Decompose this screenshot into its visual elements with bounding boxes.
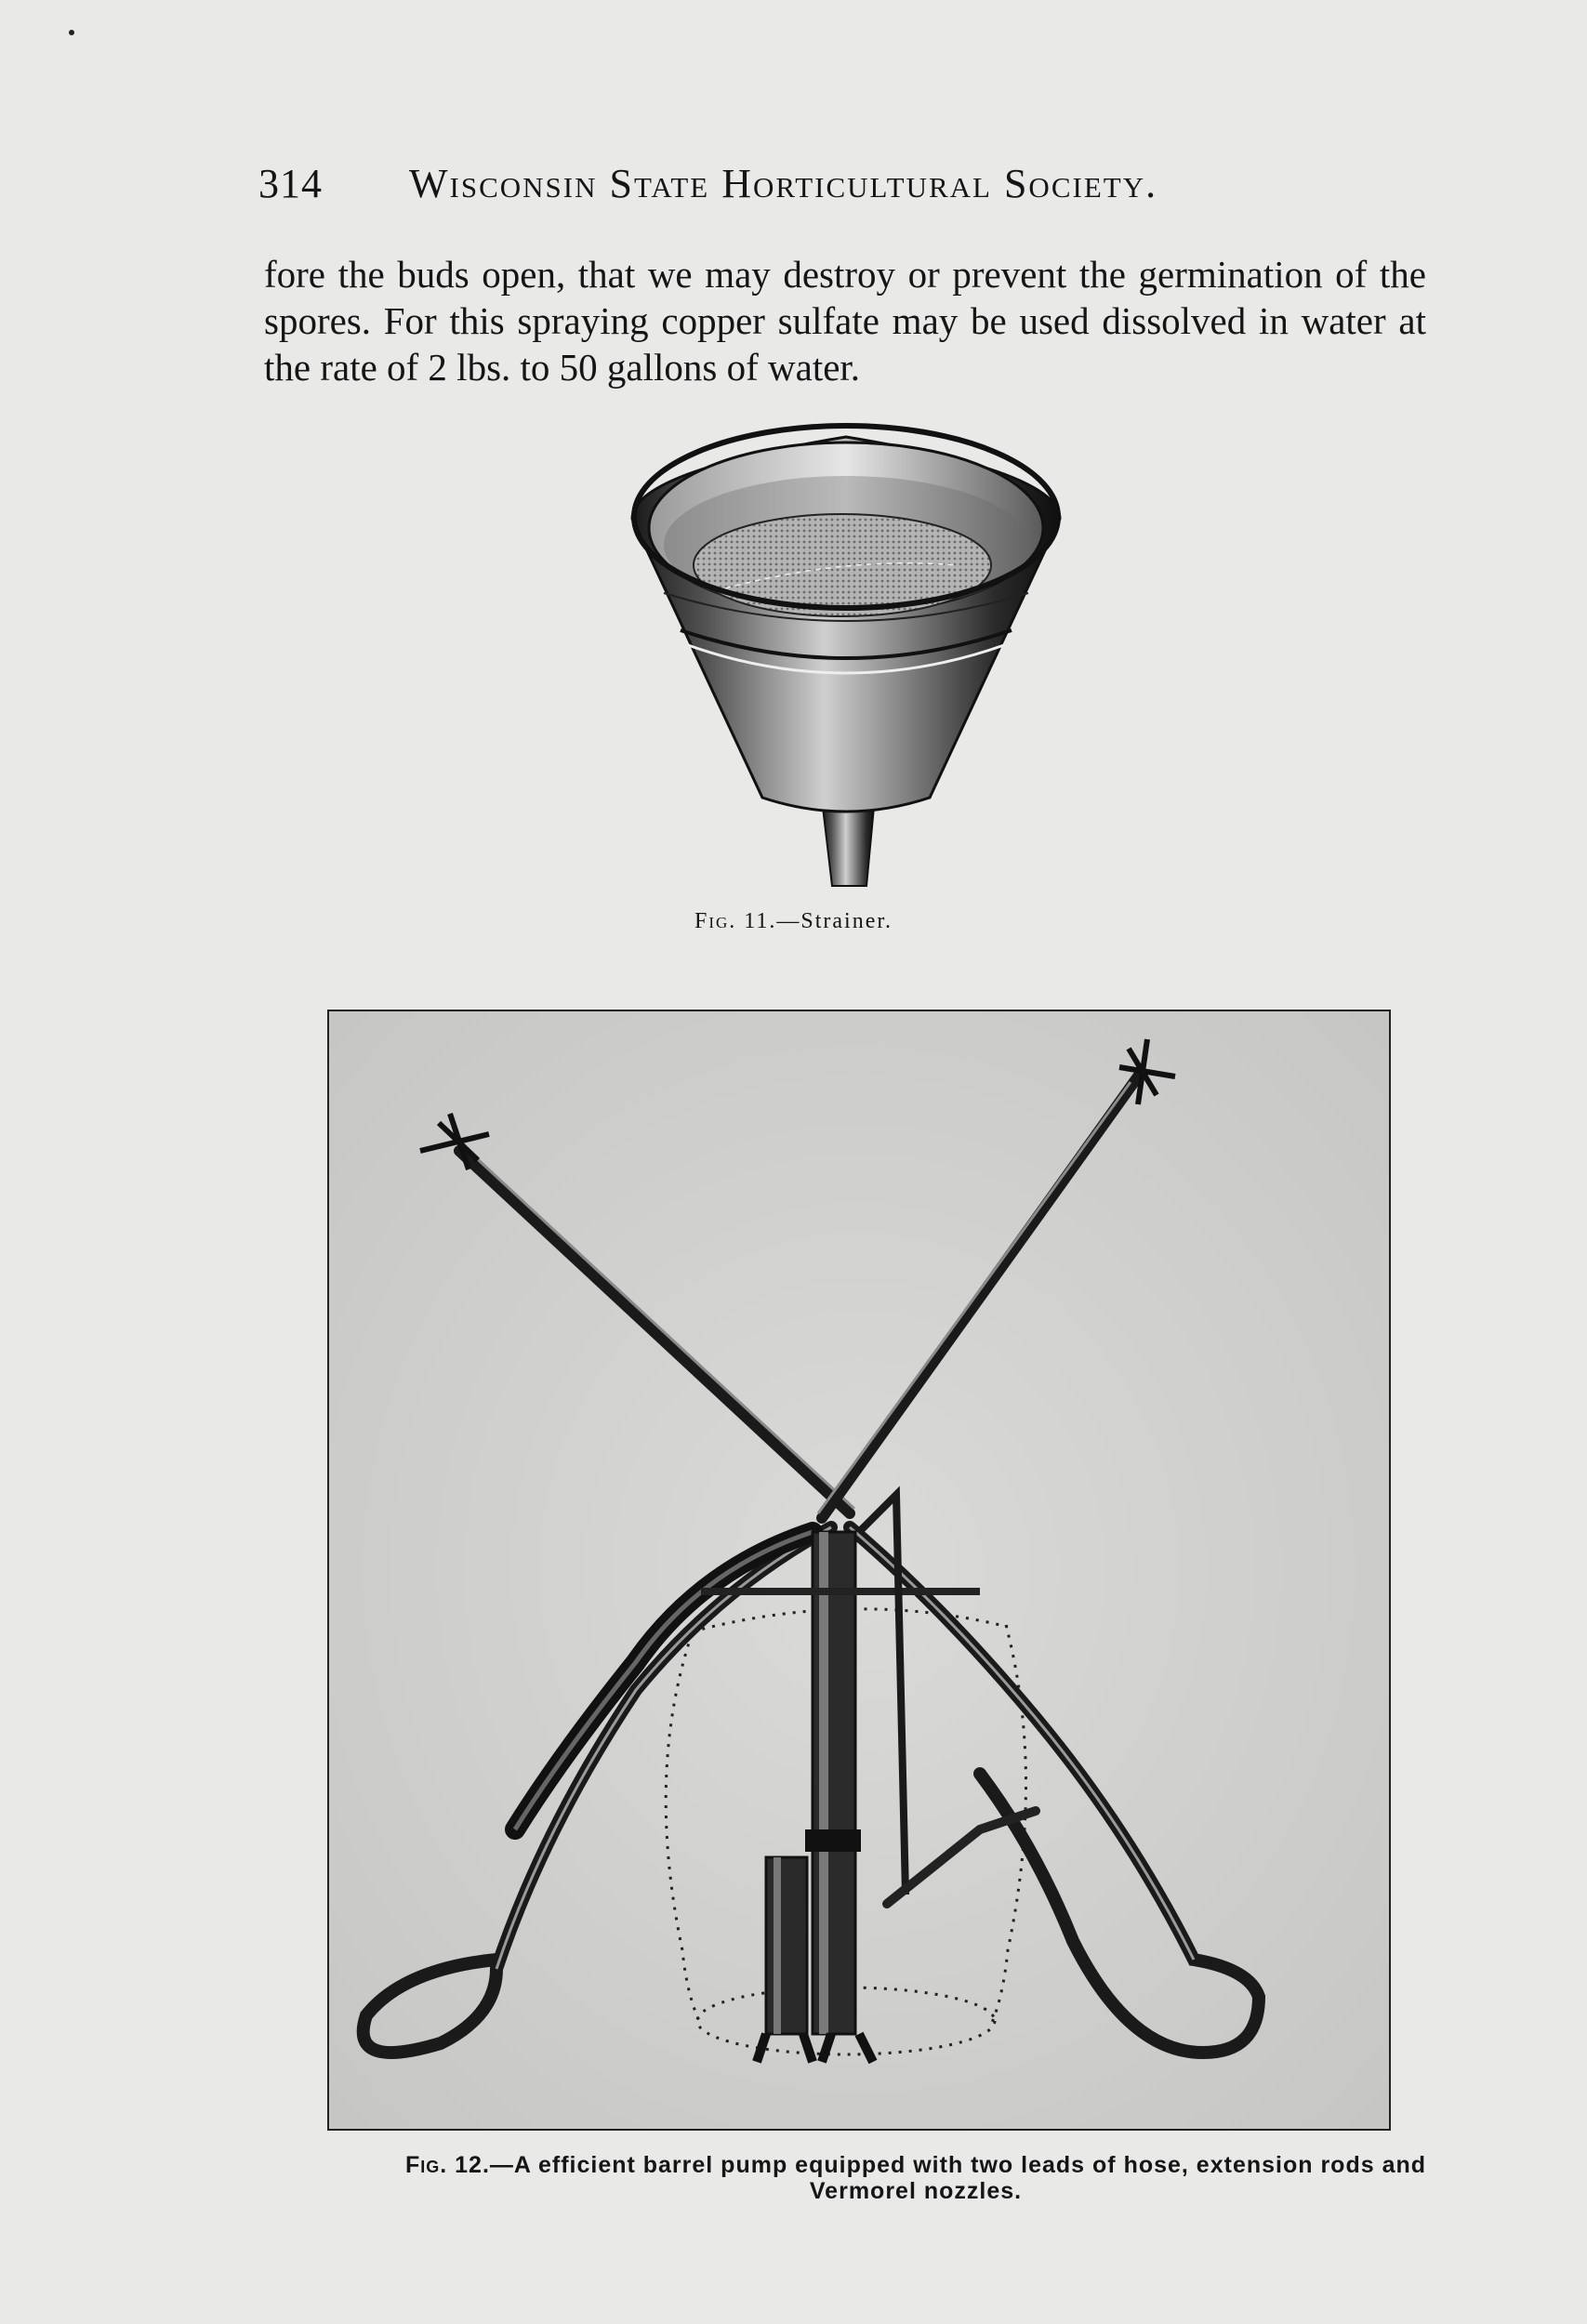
barrel-pump-illustration <box>329 1011 1389 2129</box>
figure-11-label: Fig. 11. <box>694 909 777 933</box>
strainer-illustration <box>623 416 1069 900</box>
speck <box>69 30 74 35</box>
barrel-pump-photo <box>327 1010 1391 2131</box>
running-title: Wisconsin State Horticultural Society. <box>409 161 1158 206</box>
figure-11-text: —Strainer. <box>776 909 893 933</box>
page-number: 314 <box>258 161 323 206</box>
figure-12-caption <box>381 2152 1450 2204</box>
figure-11-caption <box>0 909 1587 934</box>
running-header <box>258 160 1272 207</box>
figure-12-text: —A efficient barrel pump equipped with two leads of hose, extension rods and Vermorel nozzles. <box>489 2152 1427 2204</box>
body-paragraph: fore the buds open, that we may destroy or prevent the germination of the spores. For this spraying copper sulfate may be used dissolved in water at the rate of 2 lbs. to 50 gallons of water. <box>264 253 1426 389</box>
figure-12-label: Fig. 12. <box>404 2152 490 2178</box>
